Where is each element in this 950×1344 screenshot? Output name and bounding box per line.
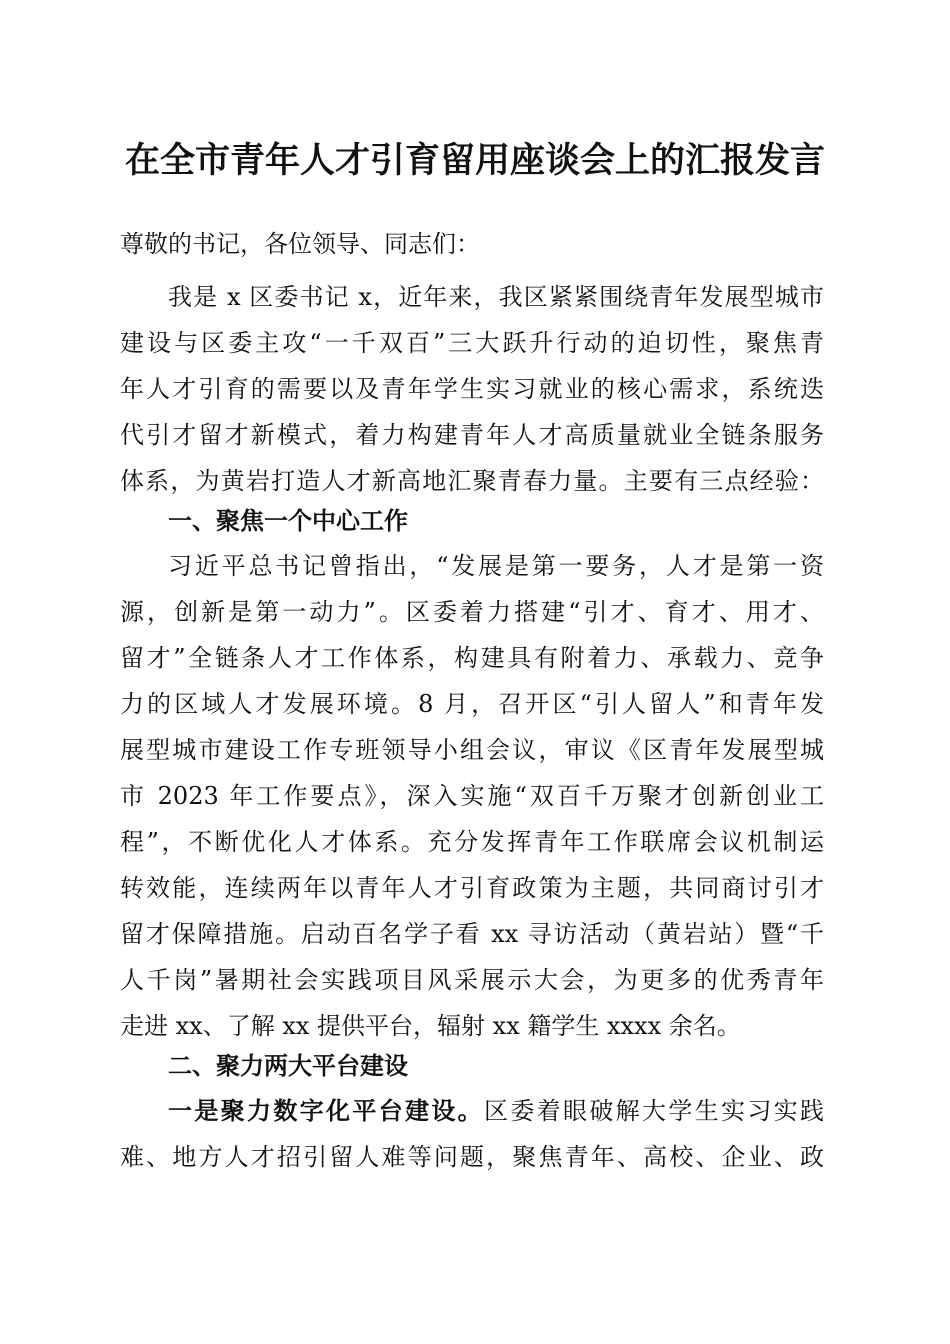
salutation: 尊敬的书记，各位领导、同志们： xyxy=(120,230,480,258)
paragraph-lead: 一是聚力数字化平台建设。 xyxy=(168,1096,484,1125)
paragraph-line: 人千岗”暑期社会实践项目风采展示大会，为更多的优秀青年 xyxy=(120,966,824,994)
paragraph-line: 留才保障措施。启动百名学子看 xx 寻访活动（黄岩站）暨“千 xyxy=(120,920,824,948)
section-heading-2 xyxy=(168,1046,824,1086)
paragraph-line: 市 2023 年工作要点》，深入实施“双百千万聚才创新创业工 xyxy=(120,782,824,810)
paragraph-line: 转效能，连续两年以青年人才引育政策为主题，共同商讨引才 xyxy=(120,874,824,902)
paragraph-line: 展型城市建设工作专班领导小组会议，审议《区青年发展型城 xyxy=(120,736,824,764)
document-title: 在全市青年人才引育留用座谈会上的汇报发言 xyxy=(124,140,825,181)
paragraph-line xyxy=(168,1091,824,1131)
paragraph-line: 代引才留才新模式，着力构建青年人才高质量就业全链条服务 xyxy=(120,421,824,449)
paragraph-line: 源，创新是第一动力”。区委着力搭建“引才、育才、用才、 xyxy=(120,598,824,626)
paragraph-line: 力的区域人才发展环境。8 月，召开区“引人留人”和青年发 xyxy=(120,690,824,718)
paragraph-line: 建设与区委主攻“一千双百”三大跃升行动的迫切性，聚焦青 xyxy=(120,329,824,357)
paragraph-line: 难、地方人才招引留人难等问题，聚焦青年、高校、企业、政 xyxy=(120,1143,824,1171)
paragraph-line-rest: 区委着眼破解大学生实习实践 xyxy=(484,1097,824,1125)
section-heading-2-text: 二、聚力两大平台建设 xyxy=(168,1052,408,1080)
paragraph-line: 程”，不断优化人才体系。充分发挥青年工作联席会议机制运 xyxy=(120,828,824,856)
paragraph-line: 年人才引育的需要以及青年学生实习就业的核心需求，系统迭 xyxy=(120,375,824,403)
paragraph-line: 留才”全链条人才工作体系，构建具有附着力、承载力、竞争 xyxy=(120,644,824,672)
paragraph-line: 我是 x 区委书记 x，近年来，我区紧紧围绕青年发展型城市 xyxy=(168,283,824,311)
paragraph-line: 体系，为黄岩打造人才新高地汇聚青春力量。主要有三点经验： xyxy=(120,467,824,495)
paragraph-line: 习近平总书记曾指出，“发展是第一要务，人才是第一资 xyxy=(168,552,824,580)
section-heading-1: 一、聚焦一个中心工作 xyxy=(168,507,408,535)
paragraph-line: 走进 xx、了解 xx 提供平台，辐射 xx 籍学生 xxxx 余名。 xyxy=(120,1012,741,1040)
